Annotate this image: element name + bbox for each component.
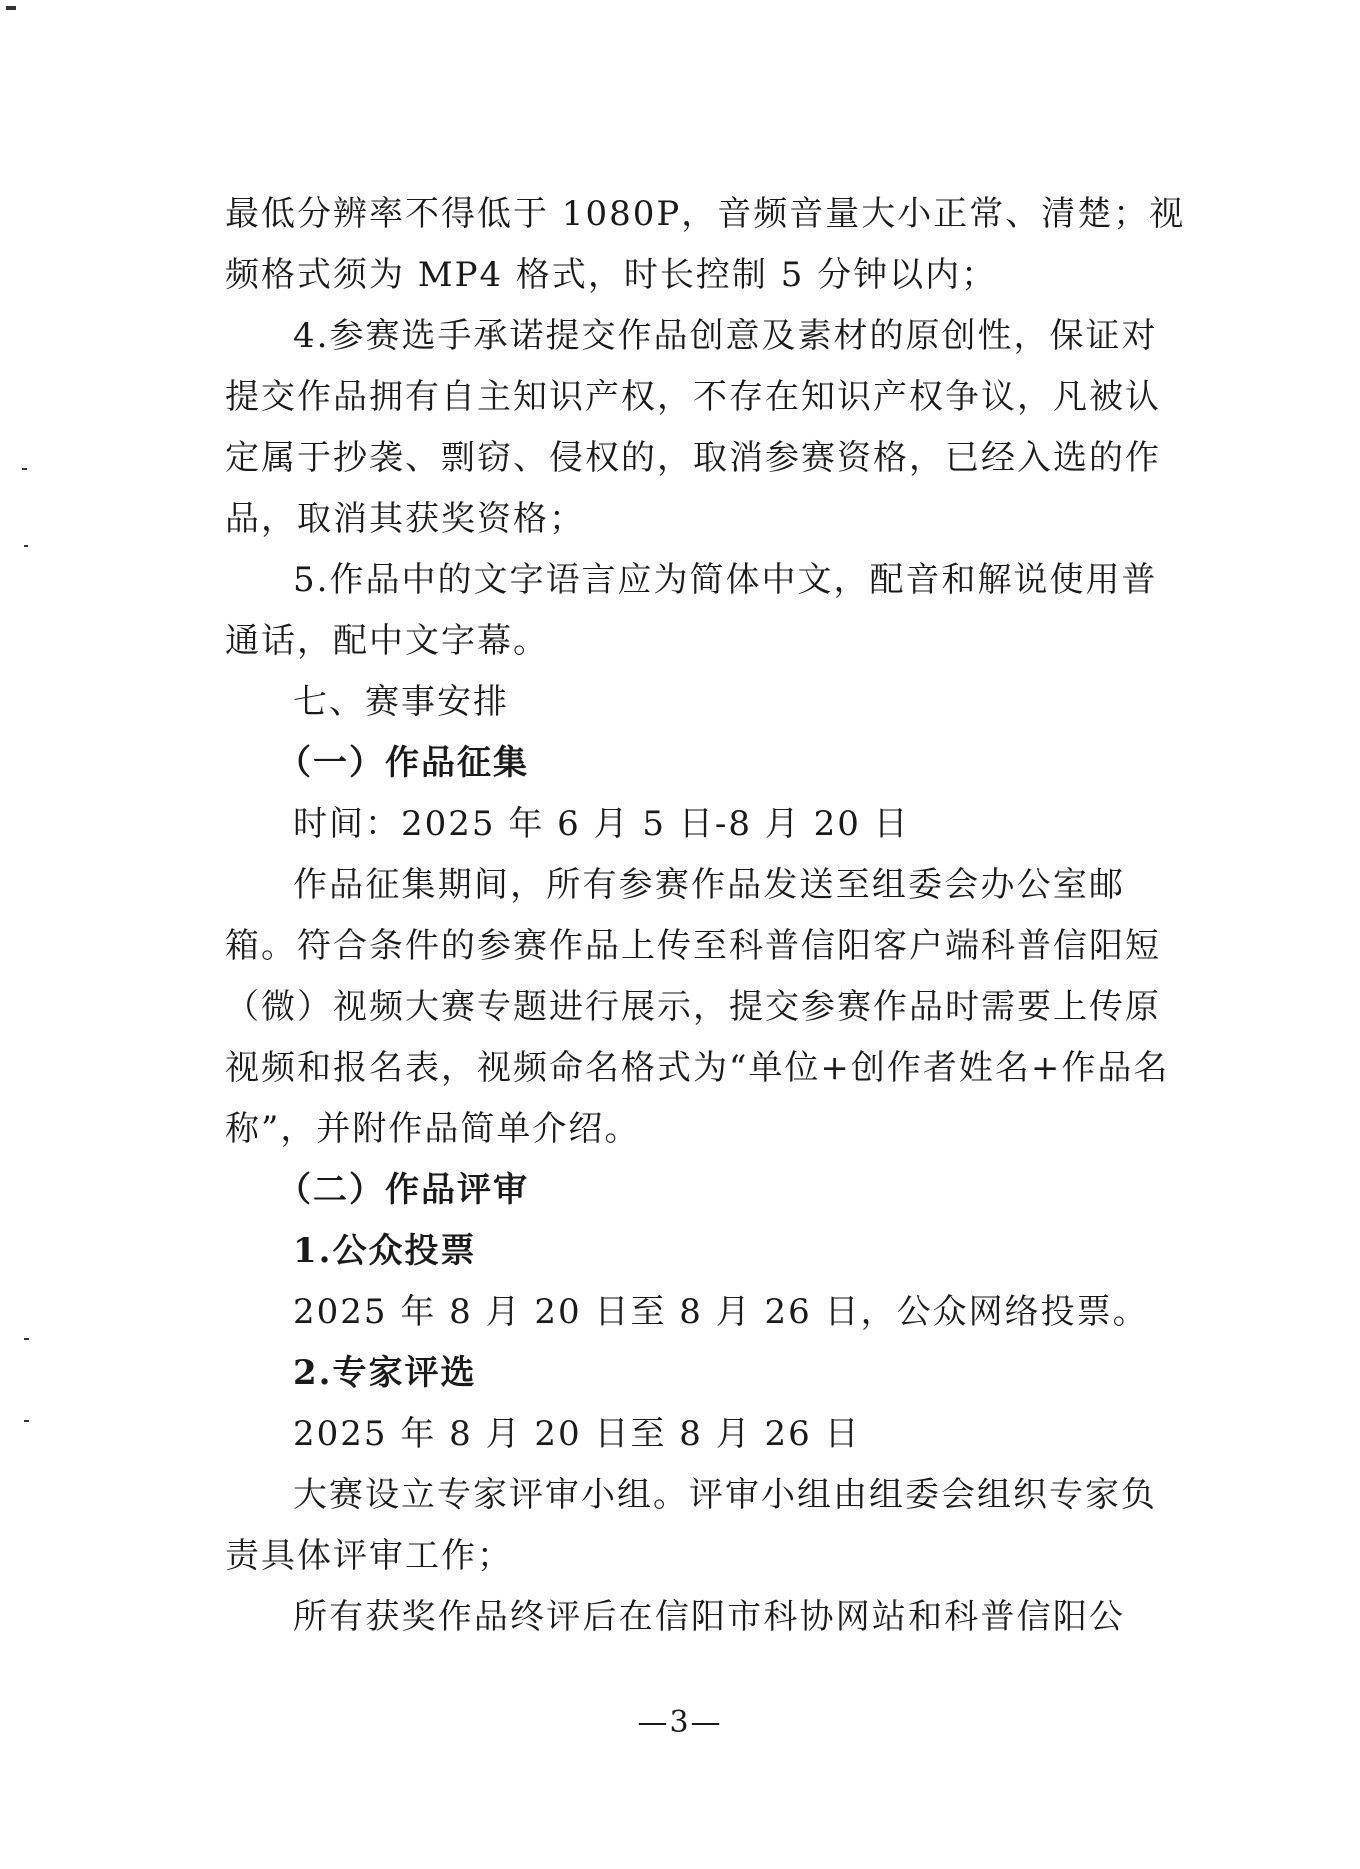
subsection-heading: （一）作品征集 [277,743,529,783]
body-line: 4.参赛选手承诺提交作品创意及素材的原创性，保证对 [293,316,1158,356]
body-line: 2025 年 8 月 20 日至 8 月 26 日，公众网络投票。 [293,1292,1149,1332]
body-line: 定属于抄袭、剽窃、侵权的，取消参赛资格，已经入选的作 [225,438,1161,478]
body-line: 大赛设立专家评审小组。评审小组由组委会组织专家负 [293,1475,1157,1515]
body-line: 称”，并附作品简单介绍。 [225,1109,641,1149]
item-heading: 2.专家评选 [293,1353,477,1393]
scan-edge-mark [24,545,28,547]
body-line: 提交作品拥有自主知识产权，不存在知识产权争议，凡被认 [225,377,1161,417]
body-line: 责具体评审工作； [225,1536,513,1576]
body-line: （微）视频大赛专题进行展示，提交参赛作品时需要上传原 [225,987,1161,1027]
document-body [225,184,1186,1648]
item-heading: 1.公众投票 [293,1231,477,1271]
subsection-heading: （二）作品评审 [277,1170,529,1210]
section-heading: 七、赛事安排 [293,682,509,722]
body-line: 作品征集期间，所有参赛作品发送至组委会办公室邮 [293,865,1125,905]
body-line: 视频和报名表，视频命名格式为“单位+创作者姓名+作品名 [225,1048,1170,1088]
body-line: 箱。符合条件的参赛作品上传至科普信阳客户端科普信阳短 [225,926,1161,966]
scan-edge-mark [24,1338,29,1340]
body-line: 所有获奖作品终评后在信阳市科协网站和科普信阳公 [293,1597,1125,1637]
body-line: 频格式须为 MP4 格式，时长控制 5 分钟以内； [225,255,998,295]
body-line: 时间：2025 年 6 月 5 日-8 月 20 日 [293,804,910,844]
body-line: 2025 年 8 月 20 日至 8 月 26 日 [293,1414,861,1454]
scan-edge-mark [24,1420,29,1422]
scan-edge-mark [22,468,27,470]
body-line: 通话，配中文字幕。 [225,621,549,661]
body-line: 最低分辨率不得低于 1080P，音频音量大小正常、清楚；视 [225,194,1186,234]
body-line: 5.作品中的文字语言应为简体中文，配音和解说使用普 [293,560,1158,600]
page-number: —3— [637,1705,723,1740]
body-line: 品，取消其获奖资格； [225,499,585,539]
scan-corner-mark [6,6,16,10]
